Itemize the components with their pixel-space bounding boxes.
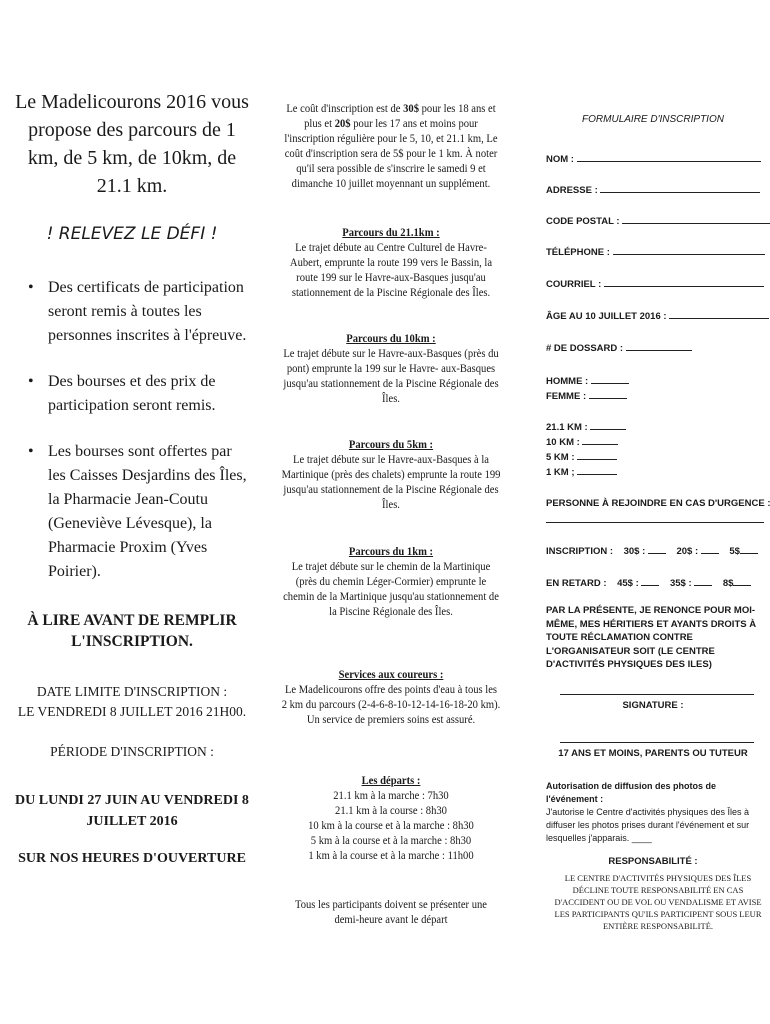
bib-number-field[interactable]: # DE DOSSARD :	[546, 341, 692, 354]
route-5km	[282, 438, 501, 513]
photo-consent-text: J'autorise le Centre d'activités physiques des Îles à diffuser les photos prises durant l'événement et sur lesquelles j'apparais. ____	[546, 807, 750, 843]
challenge-heading: ! RELEVEZ LE DÉFI !	[46, 224, 218, 244]
emergency-contact-label: PERSONNE À REJOINDRE EN CAS D'URGENCE :	[546, 498, 770, 509]
start-times-title: Les départs :	[361, 775, 421, 787]
guardian-signature-input[interactable]	[560, 742, 754, 743]
email-field[interactable]: COURRIEL :	[546, 277, 764, 290]
signature-input[interactable]	[560, 694, 754, 695]
runner-services	[282, 668, 501, 728]
male-checkbox[interactable]: HOMME :	[546, 374, 629, 387]
late-fee-row[interactable]: EN RETARD : 45$ : 35$ : 8$	[546, 576, 751, 589]
benefits-list	[28, 276, 250, 606]
start-time-item: 5 km à la course et à la marche : 8h30	[310, 835, 472, 847]
route-10km-title: Parcours du 10km :	[346, 333, 436, 345]
list-item: • Les bourses sont offertes par les Caisses Desjardins des Îles, la Pharmacie Jean-Coutu (Geneviève Lévesque), la Pharmacie Proxim (Yves Poirier).	[28, 440, 250, 584]
guardian-label: 17 ANS ET MOINS, PARENTS OU TUTEUR	[558, 748, 748, 759]
route-21km-text: Le trajet débute au Centre Culturel de Havre-Aubert, emprunte la route 199 vers le Bassin, la route 199 sur le Havre-aux-Basques jusqu'au stationnement de la Piscine Régionale des Îles.	[289, 242, 493, 299]
female-checkbox[interactable]: FEMME :	[546, 389, 627, 402]
route-10km-text: Le trajet débute sur le Havre-aux-Basques (près du pont) emprunte la 199 sur le Havre- aux-Basques jusqu'au stationnement de la Piscine Régionale des Îles.	[283, 348, 499, 405]
signature-label: SIGNATURE :	[622, 700, 684, 711]
photo-consent-title: Autorisation de diffusion des photos de l'événement :	[546, 781, 716, 804]
deadline-label: DATE LIMITE D'INSCRIPTION :	[36, 684, 228, 699]
distance-10km-checkbox[interactable]: 10 KM :	[546, 435, 618, 448]
photo-consent[interactable]	[546, 780, 766, 845]
start-time-item: 10 km à la course et à la marche : 8h30	[308, 820, 474, 832]
regular-fee-row[interactable]: INSCRIPTION : 30$ : 20$ : 5$	[546, 544, 758, 557]
period-value: DU LUNDI 27 JUIN AU VENDREDI 8 JUILLET 2016	[15, 793, 249, 829]
start-time-item: 21.1 km à la marche : 7h30	[333, 790, 449, 802]
distance-1km-checkbox[interactable]: 1 KM ;	[546, 465, 617, 478]
name-field[interactable]: NOM :	[546, 152, 761, 165]
start-time-item: 21.1 km à la course : 8h30	[335, 805, 447, 817]
start-times	[282, 774, 501, 864]
route-1km-title: Parcours du 1km :	[348, 546, 434, 558]
event-title: Le Madelicourons 2016 vous propose des parcours de 1 km, de 5 km, de 10km, de 21.1 km.	[15, 91, 249, 197]
bullet-icon: •	[28, 279, 34, 296]
route-10km	[282, 332, 501, 407]
opening-hours-note: SUR NOS HEURES D'OUVERTURE	[18, 851, 246, 866]
list-item: • Des bourses et des prix de participation seront remis.	[28, 370, 250, 418]
deadline-block	[14, 682, 250, 722]
waiver-text: PAR LA PRÉSENTE, JE RENONCE POUR MOI-MÊME, MES HÉRITIERS ET AYANTS DROITS À TOUTE RÉCLAMATION CONTRE L'ORGANISATEUR SOIT (LE CENTRE D'ACTIVITÉS PHYSIQUES DES ILES)	[546, 605, 757, 670]
list-item: • Des certificats de participation seront remis à toutes les personnes inscrites à l'épreuve.	[28, 276, 250, 348]
liability-text: LE CENTRE D'ACTIVITÉS PHYSIQUES DES ÎLES DÉCLINE TOUTE RESPONSABILITÉ EN CAS D'ACCIDENT OU DE VOL OU VENDALISME ET AVISE LES PARTICIPANTS QU'ILS PARTICIPENT SOUS LEUR ENTIÈRE RESPONSABILITÉ.	[554, 873, 762, 931]
route-5km-text: Le trajet débute sur le Havre-aux-Basques à la Martinique (près des chalets) emprunte la route 199 jusqu'au stationnement de la Piscine Régionale des Îles.	[281, 454, 501, 511]
phone-field[interactable]: TÉLÉPHONE :	[546, 245, 765, 258]
route-1km-text: Le trajet débute sur le chemin de la Martinique (près du chemin Léger-Cormier) emprunte le chemin de la Martinique jusqu'au stationnement de la Piscine Régionale des Îles.	[283, 561, 499, 618]
arrival-note: Tous les participants doivent se présenter une demi-heure avant le départ	[294, 899, 487, 926]
form-title: FORMULAIRE D'INSCRIPTION	[582, 114, 724, 125]
distance-21km-checkbox[interactable]: 21.1 KM :	[546, 420, 626, 433]
age-field[interactable]: ÂGE AU 10 JUILLET 2016 :	[546, 309, 769, 322]
route-1km	[282, 545, 501, 620]
start-time-item: 1 km à la course et à la marche : 11h00	[308, 850, 474, 862]
period-label: PÉRIODE D'INSCRIPTION :	[50, 744, 214, 759]
read-before-heading: À LIRE AVANT DE REMPLIR L'INSCRIPTION.	[27, 612, 237, 650]
bullet-icon: •	[28, 443, 34, 460]
bullet-icon: •	[28, 373, 34, 390]
address-field[interactable]: ADRESSE :	[546, 183, 760, 196]
postal-code-field[interactable]: CODE POSTAL :	[546, 214, 770, 227]
route-21km	[282, 226, 501, 301]
deadline-value: LE VENDREDI 8 JUILLET 2016 21H00.	[17, 704, 247, 719]
cost-paragraph: Le coût d'inscription est de 30$ pour les 18 ans et plus et 20$ pour les 17 ans et moins pour l'inscription régulière pour le 5, 10, et 21.1 km, Le coût d'inscription sera de 5$ pour le 1 km. À noter qu'il sera possible de s'inscrire le samedi 9 et dimanche 10 juillet moyennant un supplément.	[284, 103, 498, 190]
liability-title: RESPONSABILITÉ :	[608, 856, 698, 867]
distance-5km-checkbox[interactable]: 5 KM :	[546, 450, 617, 463]
emergency-contact-input[interactable]	[546, 522, 764, 523]
runner-services-title: Services aux coureurs :	[338, 669, 444, 681]
route-5km-title: Parcours du 5km :	[348, 439, 434, 451]
runner-services-text: Le Madelicourons offre des points d'eau à tous les 2 km du parcours (2-4-6-8-10-12-14-16-18-20 km). Un service de premiers soins est assuré.	[281, 684, 501, 726]
route-21km-title: Parcours du 21.1km :	[342, 227, 440, 239]
